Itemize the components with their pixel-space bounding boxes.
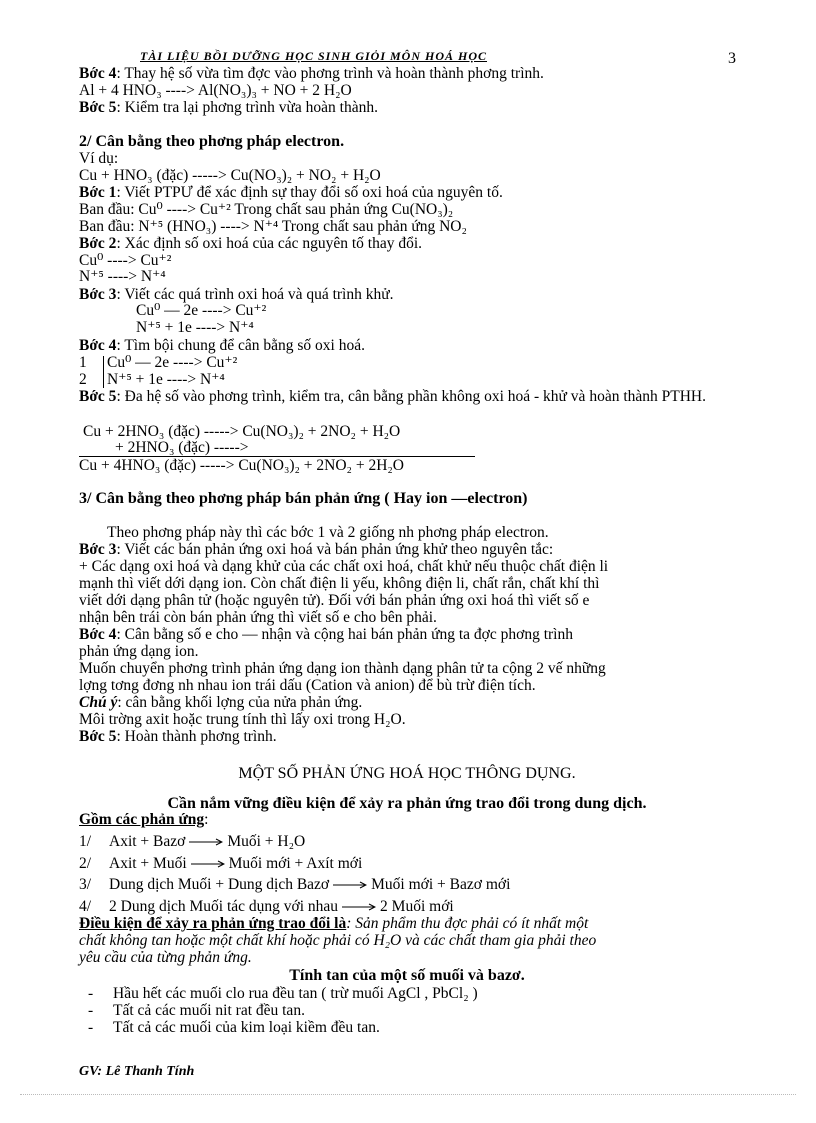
section4-title: MỘT SỐ PHẢN ỨNG HOÁ HỌC THÔNG DỤNG.: [238, 765, 576, 782]
s3-step4: Bớc 4: Cân bằng số e cho — nhận và cộng hai bán phản ứng ta đợc phơng trình: [79, 626, 573, 643]
s3-rule-line-1: + Các dạng oxi hoá và dạng khử của các chất oxi hoá, chất khử nếu thuộc chất điện li: [79, 558, 609, 575]
reaction-number: 4/: [79, 898, 92, 915]
bottom-divider: [20, 1094, 796, 1095]
reaction-number: 3/: [79, 876, 92, 893]
reaction-number: 2/: [79, 855, 92, 872]
reaction-row: [79, 834, 305, 850]
arrow-icon: [191, 860, 225, 868]
s2-step3: Bớc 3: Viết các quá trình oxi hoá và quá trình khử.: [79, 286, 394, 303]
s3-rule-line-4: nhận bên trái còn bán phản ứng thì viết số e cho bên phải.: [79, 609, 437, 626]
s4-condition-line-1: Điều kiện để xảy ra phản ứng trao đổi là: Sản phẩm thu đợc phải có ít nhất một: [79, 915, 589, 932]
reaction-row: [79, 877, 510, 893]
s3-step4-cont: phản ứng dạng ion.: [79, 643, 199, 660]
s1-step5: Bớc 5: Kiểm tra lại phơng trình vừa hoàn thành.: [79, 99, 378, 116]
bullet-dash: -: [88, 1002, 94, 1019]
reaction-products: Muối + H₂O: [227, 833, 306, 850]
s2-step1: Bớc 1: Viết PTPƯ để xác định sự thay đổi số oxi hoá của nguyên tố.: [79, 184, 503, 201]
section3-title: 3/ Cân bằng theo phơng pháp bán phản ứng ( Hay ion —electron): [79, 490, 528, 507]
bullet-dash: -: [88, 985, 94, 1002]
s4-solubility-title: Tính tan của một số muối và bazơ.: [289, 967, 525, 984]
s3-convert-line-1: Muốn chuyển phơng trình phản ứng dạng ion thành dạng phân tử ta cộng 2 vế những: [79, 660, 606, 677]
page-header-title: TÀI LIỆU BỒI DƯỠNG HỌC SINH GIỎI MÔN HOÁ HỌC: [140, 49, 488, 63]
reaction-products: 2 Muối mới: [380, 898, 454, 915]
reaction-row: [79, 899, 454, 915]
s4-includes: Gồm các phản ứng:: [79, 811, 209, 828]
s2-coef-1: 1: [79, 354, 87, 371]
s3-rule-line-3: viết dới dạng phân tử (hoặc nguyên tử). Đối với bán phản ứng oxi hoá thì viết số e: [79, 592, 590, 609]
list-item: - Hầu hết các muối clo rua đều tan ( trừ muối AgCl , PbCl₂ ): [88, 985, 478, 1002]
s3-rule-line-2: mạnh thì viết dới dạng ion. Còn chất điện li yếu, không điện li, chất rắn, chất khí thì: [79, 575, 600, 592]
s2-lcm-oxidation: Cu⁰ — 2e ----> Cu⁺²: [107, 354, 238, 371]
s2-equation: Cu + HNO₃ (đặc) -----> Cu(NO₃)₂ + NO₂ + H₂O: [79, 167, 381, 184]
s2-lcm-reduction: N⁺⁵ + 1e ----> N⁺⁴: [107, 371, 225, 388]
s3-step5: Bớc 5: Hoàn thành phơng trình.: [79, 728, 277, 745]
reaction-products: Muối mới + Bazơ mới: [371, 876, 511, 893]
page-number: 3: [728, 50, 736, 67]
s2-bracket: [103, 356, 104, 388]
s1-step4: Bớc 4: Thay hệ số vừa tìm đợc vào phơng trình và hoàn thành phơng trình.: [79, 65, 544, 82]
s1-equation: Al + 4 HNO₃ ----> Al(NO₃)₃ + NO + 2 H₂O: [79, 82, 352, 99]
s2-example-label: Ví dụ:: [79, 150, 119, 167]
s2-process-reduction: N⁺⁵ + 1e ----> N⁺⁴: [136, 319, 254, 336]
reaction-reactants: Axit + Muối: [109, 855, 187, 872]
s3-step3: Bớc 3: Viết các bán phản ứng oxi hoá và bán phản ứng khử theo nguyên tắc:: [79, 541, 554, 558]
reaction-reactants: Dung dịch Muối + Dung dịch Bazơ: [109, 876, 330, 893]
s2-ox-n: N⁺⁵ ----> N⁺⁴: [79, 268, 166, 285]
s2-step5: Bớc 5: Đa hệ số vào phơng trình, kiểm tra, cân bằng phần không oxi hoá - khử và hoàn thành PTHH.: [79, 388, 706, 405]
reaction-reactants: Axit + Bazơ: [109, 833, 186, 850]
reaction-row: [79, 856, 362, 872]
s2-initial-n: Ban đầu: N⁺⁵ (HNO₃) ----> N⁺⁴ Trong chất sau phản ứng NO₂: [79, 218, 467, 235]
footer-author: GV: Lê Thanh Tính: [79, 1064, 195, 1079]
s3-convert-line-2: lợng tơng đơng nh nhau ion trái dấu (Cation và anion) để bù trừ điện tích.: [79, 677, 536, 694]
s3-note: Chú ý: cân bằng khối lợng của nửa phản ứng.: [79, 694, 363, 711]
s2-initial-cu: Ban đầu: Cu⁰ ----> Cu⁺² Trong chất sau phản ứng Cu(NO₃)₂: [79, 201, 454, 218]
s2-final-1: Cu + 2HNO₃ (đặc) -----> Cu(NO₃)₂ + 2NO₂ + H₂O: [83, 423, 401, 440]
s3-environment: Môi trờng axit hoặc trung tính thì lấy oxi trong H₂O.: [79, 711, 406, 728]
s4-condition-line-2: chất không tan hoặc một chất khí hoặc phải có H₂O và các chất tham gia phải theo: [79, 932, 597, 949]
list-item: - Tất cả các muối nit rat đều tan.: [88, 1002, 305, 1019]
s2-step4: Bớc 4: Tìm bội chung để cân bằng số oxi hoá.: [79, 337, 365, 354]
bullet-dash: -: [88, 1019, 94, 1036]
arrow-icon: [342, 903, 376, 911]
reaction-reactants: 2 Dung dịch Muối tác dụng với nhau: [109, 898, 339, 915]
arrow-icon: [333, 881, 367, 889]
s2-process-oxidation: Cu⁰ — 2e ----> Cu⁺²: [136, 302, 267, 319]
s4-condition-line-3: yêu cầu của từng phản ứng.: [79, 949, 252, 966]
s2-final-3: Cu + 4HNO₃ (đặc) -----> Cu(NO₃)₂ + 2NO₂ + 2H₂O: [79, 457, 404, 474]
s3-intro: Theo phơng pháp này thì các bớc 1 và 2 giống nh phơng pháp electron.: [107, 524, 549, 541]
list-item: - Tất cả các muối của kim loại kiềm đều tan.: [88, 1019, 380, 1036]
section4-subtitle: Cần nắm vững điều kiện để xảy ra phản ứng trao đổi trong dung dịch.: [167, 795, 647, 812]
s2-ox-cu: Cu⁰ ----> Cu⁺²: [79, 252, 172, 269]
arrow-icon: [189, 838, 223, 846]
s2-coef-2: 2: [79, 371, 87, 388]
reaction-number: 1/: [79, 833, 92, 850]
s2-step2: Bớc 2: Xác định số oxi hoá của các nguyên tố thay đổi.: [79, 235, 423, 252]
s2-final-2: + 2HNO₃ (đặc) ----->: [115, 439, 249, 456]
reaction-products: Muối mới + Axít mới: [228, 855, 363, 872]
section2-title: 2/ Cân bằng theo phơng pháp electron.: [79, 133, 345, 150]
